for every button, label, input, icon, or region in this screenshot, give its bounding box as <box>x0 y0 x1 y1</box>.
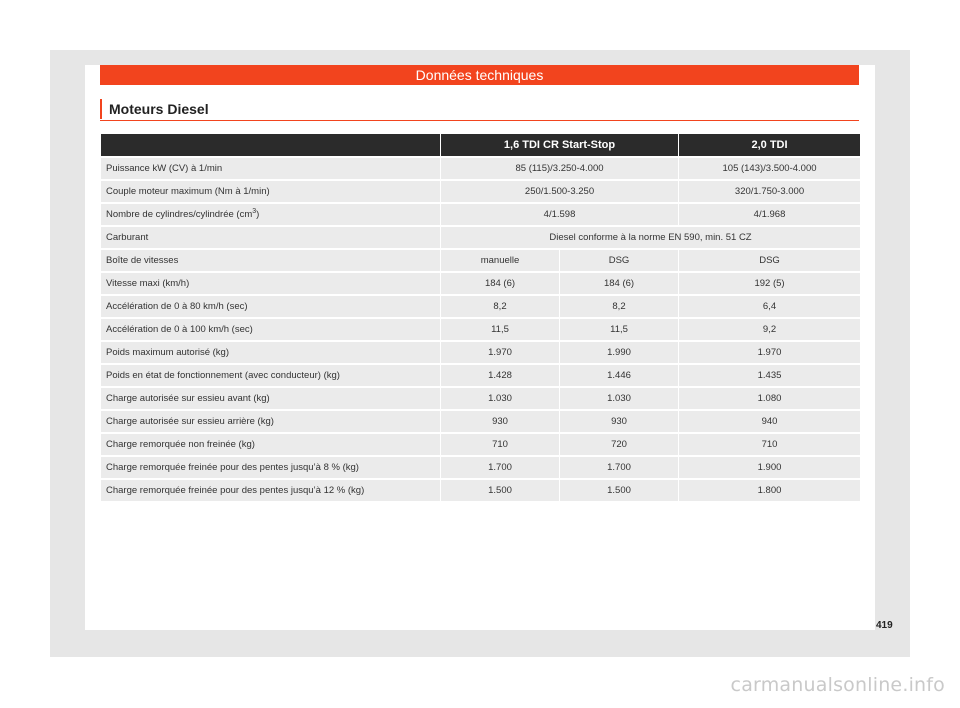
cell-value: 1.030 <box>560 388 678 409</box>
cell-value: 1.900 <box>679 457 860 478</box>
row-label: Poids maximum autorisé (kg) <box>101 342 440 363</box>
cell-value: 1.500 <box>441 480 559 501</box>
row-label: Poids en état de fonctionnement (avec conducteur) (kg) <box>101 365 440 386</box>
table-row <box>101 480 860 501</box>
row-label <box>101 204 440 225</box>
cell-value: 11,5 <box>441 319 559 340</box>
page-number: 419 <box>876 620 893 631</box>
table-row <box>101 181 860 202</box>
cell-value: 85 (115)/3.250-4.000 <box>441 158 678 179</box>
table-row <box>101 227 860 248</box>
cell-value: 1.700 <box>560 457 678 478</box>
table-row <box>101 365 860 386</box>
table-row <box>101 296 860 317</box>
row-label: Couple moteur maximum (Nm à 1/min) <box>101 181 440 202</box>
cell-value: 710 <box>679 434 860 455</box>
cell-value: 1.428 <box>441 365 559 386</box>
table-row <box>101 388 860 409</box>
cell-value: 1.030 <box>441 388 559 409</box>
row-label: Boîte de vitesses <box>101 250 440 271</box>
section-title: Moteurs Diesel <box>100 99 209 119</box>
cell-value: 250/1.500-3.250 <box>441 181 678 202</box>
table-header-row <box>101 134 860 156</box>
watermark: carmanualsonline.info <box>730 674 945 696</box>
cell-value: 1.970 <box>441 342 559 363</box>
cell-value: Diesel conforme à la norme EN 590, min. 51 CZ <box>441 227 860 248</box>
cell-value: 1.080 <box>679 388 860 409</box>
table-row <box>101 158 860 179</box>
chapter-banner: Données techniques <box>100 65 859 85</box>
cell-value: 940 <box>679 411 860 432</box>
table-row <box>101 342 860 363</box>
row-label: Puissance kW (CV) à 1/min <box>101 158 440 179</box>
row-label: Vitesse maxi (km/h) <box>101 273 440 294</box>
cell-value: 1.500 <box>560 480 678 501</box>
cell-value: 1.435 <box>679 365 860 386</box>
row-label: Carburant <box>101 227 440 248</box>
row-label-text: Nombre de cylindres/cylindrée (cm <box>106 209 253 221</box>
cell-value: 710 <box>441 434 559 455</box>
cell-value: 6,4 <box>679 296 860 317</box>
column-header-engine-1: 1,6 TDI CR Start-Stop <box>441 134 678 156</box>
table-row <box>101 411 860 432</box>
cell-value: 105 (143)/3.500-4.000 <box>679 158 860 179</box>
table-row <box>101 457 860 478</box>
table-row <box>101 434 860 455</box>
table-row <box>101 273 860 294</box>
cell-value: 8,2 <box>441 296 559 317</box>
cell-value: 930 <box>441 411 559 432</box>
column-header-engine-2: 2,0 TDI <box>679 134 860 156</box>
row-label: Accélération de 0 à 100 km/h (sec) <box>101 319 440 340</box>
cell-value: 9,2 <box>679 319 860 340</box>
row-label: Accélération de 0 à 80 km/h (sec) <box>101 296 440 317</box>
cell-value: 184 (6) <box>560 273 678 294</box>
cell-value: 8,2 <box>560 296 678 317</box>
row-label: Charge remorquée non freinée (kg) <box>101 434 440 455</box>
table-row <box>101 204 860 225</box>
cell-value: 1.700 <box>441 457 559 478</box>
cell-value: DSG <box>679 250 860 271</box>
cell-value: 1.990 <box>560 342 678 363</box>
cell-value: 1.970 <box>679 342 860 363</box>
row-label: Charge remorquée freinée pour des pentes jusqu’à 12 % (kg) <box>101 480 440 501</box>
table-row <box>101 250 860 271</box>
column-header-label <box>101 134 440 156</box>
cell-value: DSG <box>560 250 678 271</box>
cell-value: 4/1.968 <box>679 204 860 225</box>
cell-value: 1.446 <box>560 365 678 386</box>
row-label: Charge remorquée freinée pour des pentes jusqu’à 8 % (kg) <box>101 457 440 478</box>
cell-value: 720 <box>560 434 678 455</box>
cell-value: 4/1.598 <box>441 204 678 225</box>
cell-value: 184 (6) <box>441 273 559 294</box>
title-divider <box>100 120 859 121</box>
row-label-end: ) <box>256 209 260 221</box>
row-label-superscript: 3 <box>252 208 257 216</box>
row-label: Charge autorisée sur essieu avant (kg) <box>101 388 440 409</box>
cell-value: 930 <box>560 411 678 432</box>
table-row <box>101 319 860 340</box>
cell-value: 320/1.750-3.000 <box>679 181 860 202</box>
specs-table <box>100 132 861 503</box>
cell-value: manuelle <box>441 250 559 271</box>
row-label: Charge autorisée sur essieu arrière (kg) <box>101 411 440 432</box>
cell-value: 1.800 <box>679 480 860 501</box>
cell-value: 11,5 <box>560 319 678 340</box>
cell-value: 192 (5) <box>679 273 860 294</box>
